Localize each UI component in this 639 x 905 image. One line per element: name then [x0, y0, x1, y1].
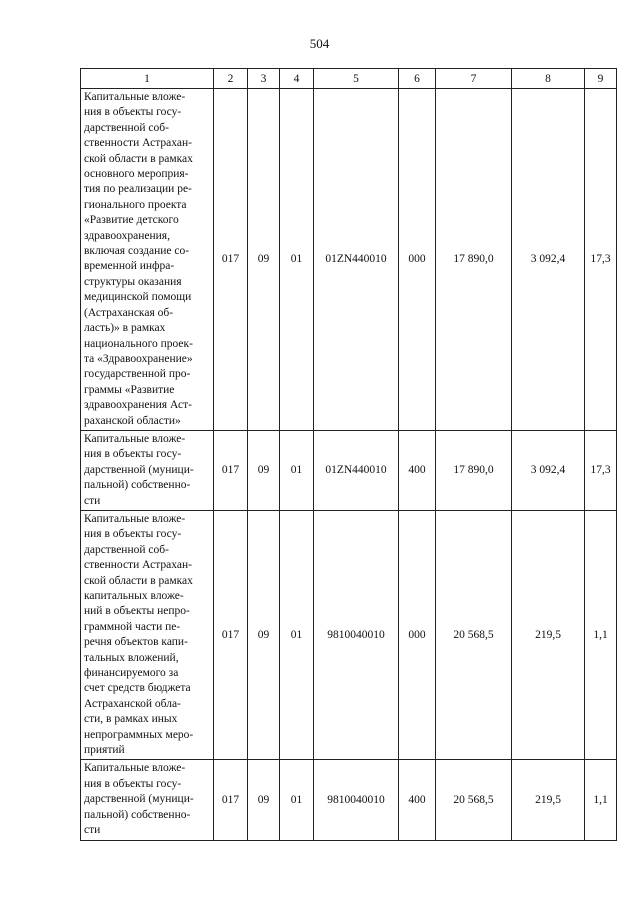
row-subsection-code: 01 [280, 89, 314, 431]
row-percent: 17,3 [585, 430, 617, 510]
header-cell-2: 2 [214, 69, 248, 89]
header-cell-4: 4 [280, 69, 314, 89]
row-subsection-code: 01 [280, 430, 314, 510]
row-target-article: 01ZN440010 [314, 430, 399, 510]
row-percent: 17,3 [585, 89, 617, 431]
row-description: Капитальные вложе- ния в объекты госу- дарственной (муници- пальной) собственно- сти [81, 430, 214, 510]
row-planned-amount: 20 568,5 [436, 760, 512, 840]
header-cell-1: 1 [81, 69, 214, 89]
row-planned-amount: 17 890,0 [436, 89, 512, 431]
row-subsection-code: 01 [280, 760, 314, 840]
row-section-code: 09 [248, 510, 280, 760]
row-expense-type: 000 [399, 510, 436, 760]
budget-table [80, 68, 617, 841]
row-ministry-code: 017 [214, 510, 248, 760]
row-actual-amount: 3 092,4 [512, 430, 585, 510]
row-description: Капитальные вложе- ния в объекты госу- дарственной соб- ственности Астрахан- ской области в рамках основного мероприя- тия по реализации ре- гионального проекта «Развитие детского здравоохранения, включая создание со- временной инфра- структуры оказания медицинской помощи (Астраханская об- ласть)» в рамках национального проек- та «Здравоохранение» государственной про- граммы «Развитие здравоохранения Аст- раханской области» [81, 89, 214, 431]
table-row [81, 89, 617, 431]
row-expense-type: 000 [399, 89, 436, 431]
row-actual-amount: 219,5 [512, 510, 585, 760]
row-target-article: 9810040010 [314, 760, 399, 840]
table-row [81, 430, 617, 510]
row-ministry-code: 017 [214, 760, 248, 840]
row-description: Капитальные вложе- ния в объекты госу- дарственной соб- ственности Астрахан- ской области в рамках капитальных вложе- ний в объекты непро- граммной части пе- речня объектов капи- тальных вложений, финансируемого за счет средств бюджета Астраханской обла- сти, в рамках иных непрограммных меро- приятий [81, 510, 214, 760]
row-section-code: 09 [248, 89, 280, 431]
table-row [81, 510, 617, 760]
row-percent: 1,1 [585, 760, 617, 840]
row-actual-amount: 219,5 [512, 760, 585, 840]
header-cell-5: 5 [314, 69, 399, 89]
header-cell-3: 3 [248, 69, 280, 89]
row-expense-type: 400 [399, 760, 436, 840]
row-section-code: 09 [248, 430, 280, 510]
page-number: 504 [309, 36, 330, 51]
table-row [81, 760, 617, 840]
header-cell-6: 6 [399, 69, 436, 89]
row-description: Капитальные вложе- ния в объекты госу- дарственной (муници- пальной) собственно- сти [81, 760, 214, 840]
header-cell-7: 7 [436, 69, 512, 89]
row-actual-amount: 3 092,4 [512, 89, 585, 431]
header-cell-8: 8 [512, 69, 585, 89]
row-expense-type: 400 [399, 430, 436, 510]
row-subsection-code: 01 [280, 510, 314, 760]
header-cell-9: 9 [585, 69, 617, 89]
row-section-code: 09 [248, 760, 280, 840]
row-target-article: 01ZN440010 [314, 89, 399, 431]
row-planned-amount: 20 568,5 [436, 510, 512, 760]
row-ministry-code: 017 [214, 430, 248, 510]
row-ministry-code: 017 [214, 89, 248, 431]
row-target-article: 9810040010 [314, 510, 399, 760]
row-planned-amount: 17 890,0 [436, 430, 512, 510]
row-percent: 1,1 [585, 510, 617, 760]
header-row [81, 69, 617, 89]
